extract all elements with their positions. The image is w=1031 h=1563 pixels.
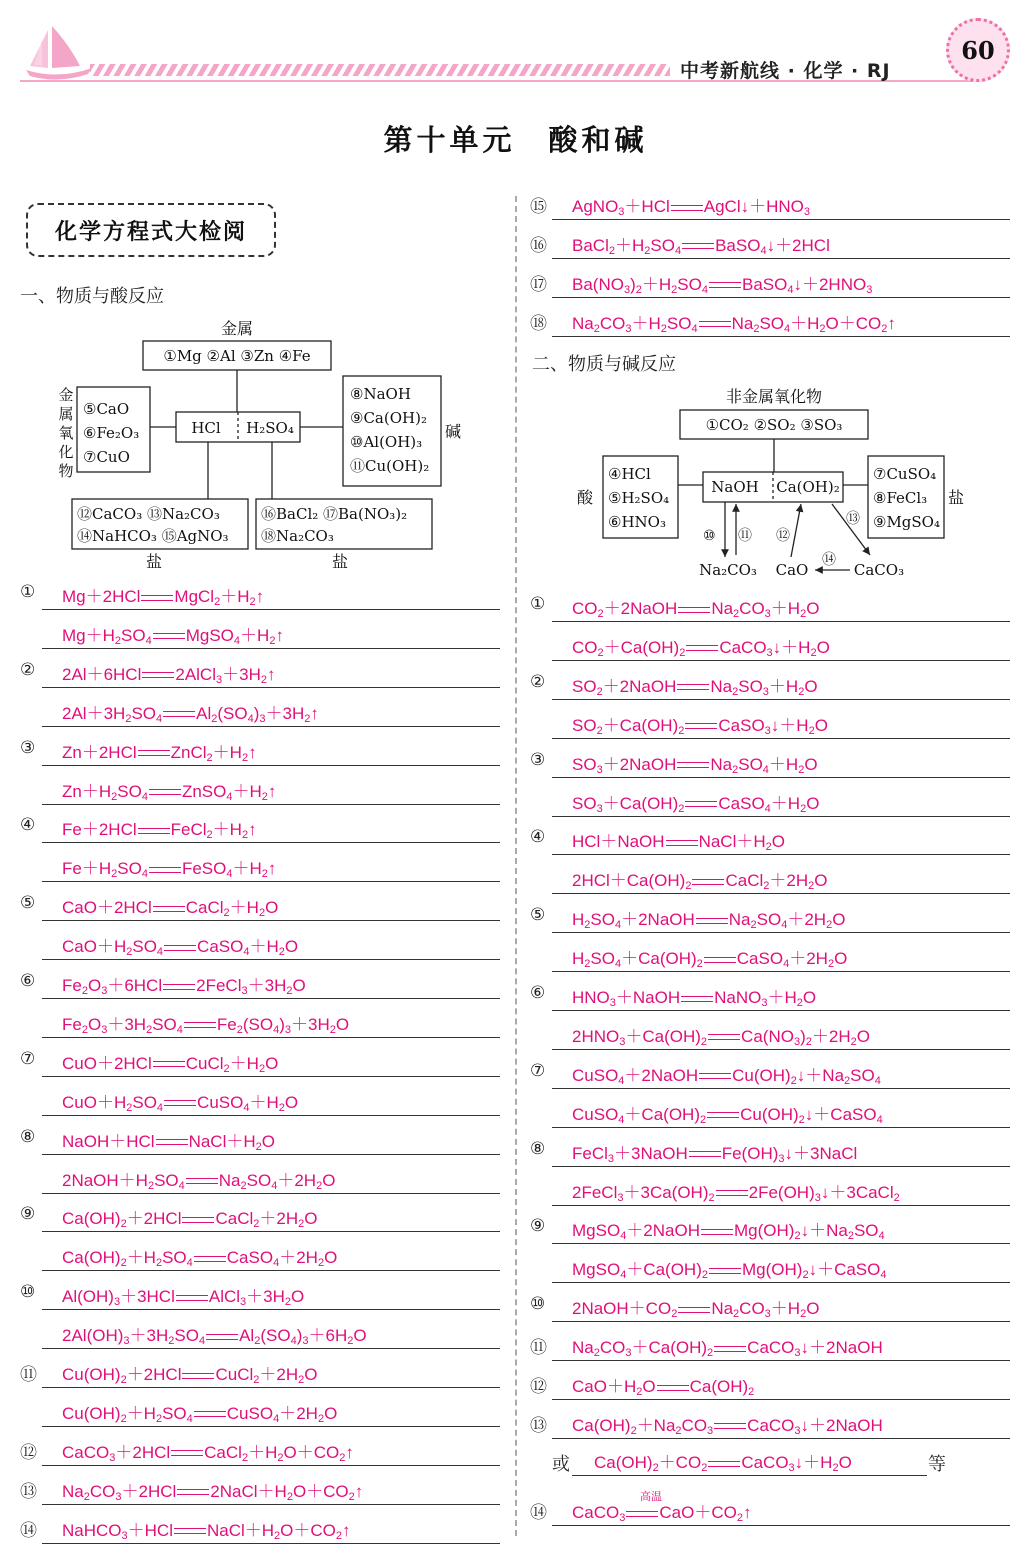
unit-title: 第十单元 酸和碱 <box>383 123 648 157</box>
equation-row <box>530 229 1010 259</box>
equation-row <box>530 1253 1010 1283</box>
equation-text: Mg＋2HCl $MgCl_2+H_2↑$ <box>62 587 265 608</box>
equation-text: $CuSO_4+Ca(OH)_2$ $Cu(OH)_2↓+CaSO_4$ <box>572 1104 883 1126</box>
equation-row <box>20 580 500 610</box>
p1-br-label: 盐 <box>331 552 349 571</box>
section-title-box: 化学方程式大检阅 <box>26 203 276 257</box>
page-number: 60 <box>961 35 995 65</box>
equation-text: $Mg+H_2SO_4$ $MgSO_4+H_2↑$ <box>62 625 284 647</box>
answer-line <box>42 1348 500 1349</box>
answer-line <box>42 804 500 805</box>
equation-row <box>530 981 1010 1011</box>
answer-line <box>42 1387 500 1388</box>
equation-row <box>20 697 500 727</box>
equation-text: $Ca(OH)_2+H_2SO_4$ $CaSO_4+2H_2O$ <box>62 1248 338 1270</box>
equation-row <box>530 903 1010 933</box>
answer-line <box>552 1282 1010 1283</box>
equation-number: ⑭ <box>20 1520 37 1541</box>
answer-line <box>552 1088 1010 1089</box>
series-title: 中考新航线 · 化学 · RJ <box>680 60 891 82</box>
equation-text: Fe＋2HCl $FeCl_2+H_2↑$ <box>62 820 257 842</box>
equation-number: ⑩ <box>20 1282 36 1303</box>
p1-left-label-3: 氧 <box>58 424 74 442</box>
p1-br-item: ⑱Na₂CO₃ <box>261 527 334 545</box>
alt-equation: $Ca(OH)_2+CO_2$ $CaCO_3↓+H_2O$ <box>594 1453 852 1474</box>
equation-text: $2HNO_3+Ca(OH)_2$ $Ca(NO_3)_2+2H_2O$ <box>572 1026 870 1048</box>
p2-left-item: ④HCl <box>608 465 651 483</box>
equation-row <box>530 748 1010 778</box>
p2-right-item: ⑧FeCl₃ <box>873 489 928 507</box>
p2-arrow-label: ⑪ <box>738 528 752 544</box>
equation-number: ④ <box>530 827 546 848</box>
equation-number: ⑯ <box>530 235 547 256</box>
equation-text: $SO_2+Ca(OH)_2$ $CaSO_3↓+H_2O$ <box>572 715 828 737</box>
answer-line <box>552 258 1010 259</box>
alt-equation-row <box>572 1446 927 1476</box>
equation-row <box>530 670 1010 700</box>
p2-top-box: ①CO₂ ②SO₂ ③SO₃ <box>705 416 843 434</box>
equation-row <box>20 1319 500 1349</box>
equation-row <box>20 1086 500 1116</box>
answer-line <box>552 738 1010 739</box>
p1-left-item: ⑤CaO <box>83 400 130 418</box>
p1-center-left: HCl <box>191 419 221 437</box>
equation-number: ⑨ <box>20 1204 36 1225</box>
equation-row <box>530 942 1010 972</box>
p1-left-label-5: 物 <box>58 462 74 480</box>
equation-text: $SO_3+Ca(OH)_2$ $CaSO_4+H_2O$ <box>572 793 820 815</box>
equation-text: $CO_2+Ca(OH)_2$ $CaCO_3↓+H_2O$ <box>572 637 830 659</box>
equation-text: $Cu(OH)_2+2HCl$ $CuCl_2+2H_2O$ <box>62 1365 318 1386</box>
equation-row <box>530 1496 1010 1526</box>
answer-line <box>552 777 1010 778</box>
p1-br-item: ⑯BaCl₂ ⑰Ba(NO₃)₂ <box>261 505 408 523</box>
equation-number: ⑤ <box>20 893 36 914</box>
equation-number: ⑧ <box>530 1138 546 1159</box>
p2-right-item: ⑦CuSO₄ <box>873 465 937 483</box>
p2-arrow-label: ⑫ <box>776 528 790 544</box>
equation-text: $CuO+H_2SO_4$ $CuSO_4+H_2O$ <box>62 1092 299 1114</box>
answer-line <box>552 816 1010 817</box>
p1-right-item: ⑩Al(OH)₃ <box>350 433 423 451</box>
p1-left-label-4: 化 <box>58 443 74 461</box>
equation-number: ⑦ <box>530 1060 546 1081</box>
alt-suffix: 等 <box>928 1454 946 1475</box>
alt-prefix: 或 <box>552 1454 570 1475</box>
reaction-condition: 高温 <box>640 1491 662 1503</box>
p2-center-left: NaOH <box>711 478 759 496</box>
equation-text: CaO＋2HCl $CaCl_2+H_2O$ <box>62 898 279 920</box>
p2-right-item: ⑨MgSO₄ <box>873 513 940 531</box>
equation-text: $Fe_2O_3+3H_2SO_4$ $Fe_2(SO_4)_3+3H_2O$ <box>62 1014 350 1036</box>
answer-line <box>42 1076 500 1077</box>
equation-row <box>20 1358 500 1388</box>
equation-text: $CaO+H_2SO_4$ $CaSO_4+H_2O$ <box>62 937 299 959</box>
equation-text: NaHCO$_3$＋HCl $NaCl+H_2O+CO_2↑$ <box>62 1520 351 1542</box>
equation-row <box>20 1241 500 1271</box>
answer-line <box>42 1309 500 1310</box>
answer-line <box>552 1166 1010 1167</box>
equation-text: $2FeCl_3+3Ca(OH)_2$ $2Fe(OH)_3↓+3CaCl_2$ <box>572 1182 900 1204</box>
equation-row <box>530 1137 1010 1167</box>
p1-bl-item: ⑭NaHCO₃ ⑮AgNO₃ <box>77 527 229 545</box>
part2-heading: 二、物质与碱反应 <box>532 354 676 375</box>
answer-line <box>552 336 1010 337</box>
equation-text: $BaCl_2+H_2SO_4$ BaSO$_4$↓＋2HCl <box>572 235 830 257</box>
equation-row <box>530 631 1010 661</box>
equation-text: $Ca(OH)_2+Na_2CO_3$ CaCO$_3$↓＋2NaOH <box>572 1415 883 1437</box>
equation-row <box>20 1202 500 1232</box>
equation-row <box>20 736 500 766</box>
equation-number: ⑰ <box>530 274 547 295</box>
answer-line <box>42 1231 500 1232</box>
equation-text: AgNO$_3$＋HCl $AgCl↓+HNO_3$ <box>572 197 811 218</box>
answer-line <box>42 1543 500 1544</box>
header-stripe <box>90 64 670 76</box>
sailboat-logo-icon <box>18 22 98 82</box>
equation-text: $2HCl+Ca(OH)_2$ $CaCl_2+2H_2O$ <box>572 871 828 893</box>
equation-row <box>20 1125 500 1155</box>
answer-line <box>572 1475 927 1476</box>
part1-heading: 一、物质与酸反应 <box>20 286 164 307</box>
p1-center-right: H₂SO₄ <box>246 419 294 437</box>
equation-row <box>20 775 500 805</box>
answer-line <box>42 1037 500 1038</box>
equation-number: ⑩ <box>530 1294 546 1315</box>
answer-line <box>552 893 1010 894</box>
equation-row <box>20 1164 500 1194</box>
answer-line <box>42 1154 500 1155</box>
p1-top-box: ①Mg ②Al ③Zn ④Fe <box>163 347 311 365</box>
equation-number: ⑥ <box>20 971 36 991</box>
equation-row <box>530 1059 1010 1089</box>
equation-text: $Fe_2O_3+6HCl$ $2FeCl_3+3H_2O$ <box>62 976 306 997</box>
answer-line <box>42 920 500 921</box>
equation-text: $H_2SO_4+2NaOH$ $Na_2SO_4+2H_2O$ <box>572 910 846 932</box>
p2-bottom-item: CaCO₃ <box>853 561 905 579</box>
answer-line <box>42 881 500 882</box>
equation-number: ⑦ <box>20 1048 36 1069</box>
answer-line <box>552 1049 1010 1050</box>
equation-row <box>20 813 500 843</box>
p2-top-label: 非金属氧化物 <box>725 387 823 406</box>
equation-text: MgSO$_4$＋2NaOH $Mg(OH)_2↓+Na_2SO_4$ <box>572 1221 885 1243</box>
equation-row <box>530 1020 1010 1050</box>
equation-row <box>20 1008 500 1038</box>
equation-row <box>20 891 500 921</box>
equation-text: $Ca(OH)_2+2HCl$ $CaCl_2+2H_2O$ <box>62 1209 318 1231</box>
p1-bl-label: 盐 <box>145 552 163 571</box>
equation-text: $2NaOH+H_2SO_4$ $Na_2SO_4+2H_2O$ <box>62 1170 336 1192</box>
answer-line <box>552 854 1010 855</box>
equation-number: ⑫ <box>530 1377 547 1397</box>
answer-line <box>42 1115 500 1116</box>
answer-line <box>42 1426 500 1427</box>
equation-number: ② <box>20 659 36 680</box>
equation-row <box>530 592 1010 622</box>
answer-line <box>552 1360 1010 1361</box>
equation-text: CuSO$_4$＋2NaOH $Cu(OH)_2↓+Na_2SO_4$ <box>572 1065 881 1087</box>
equation-text: $HNO_3+NaOH$ $NaNO_3+H_2O$ <box>572 988 817 1009</box>
answer-line <box>552 1010 1010 1011</box>
answer-line <box>42 687 500 688</box>
equation-text: 2Al＋6HCl $2AlCl_3+3H_2↑$ <box>62 664 276 686</box>
equation-text: $CO_2+2NaOH$ $Na_2CO_3+H_2O$ <box>572 599 820 620</box>
equation-text: Zn＋2HCl $ZnCl_2+H_2↑$ <box>62 742 257 764</box>
p1-right-label: 碱 <box>445 422 462 441</box>
answer-line <box>552 297 1010 298</box>
answer-line <box>42 648 500 649</box>
equation-number: ⑤ <box>530 905 546 926</box>
answer-line <box>552 932 1010 933</box>
p1-left-item: ⑦CuO <box>83 448 130 466</box>
p1-left-label-1: 金 <box>58 386 74 404</box>
equation-row <box>530 190 1010 220</box>
equation-row <box>20 1047 500 1077</box>
equation-row <box>530 864 1010 894</box>
p1-right-item: ⑨Ca(OH)₂ <box>350 409 427 427</box>
p2-bottom-item: Na₂CO₃ <box>699 561 757 579</box>
equation-text: $SO_3+2NaOH$ $Na_2SO_4+H_2O$ <box>572 754 818 776</box>
equation-number: ⑭ <box>530 1503 547 1523</box>
equation-row <box>20 658 500 688</box>
answer-line <box>552 1438 1010 1439</box>
equation-row <box>530 787 1010 817</box>
p2-left-item: ⑤H₂SO₄ <box>608 489 670 507</box>
column-divider <box>515 196 517 1536</box>
answer-line <box>42 1504 500 1505</box>
answer-line <box>552 621 1010 622</box>
equation-row <box>530 825 1010 855</box>
equation-row <box>530 1214 1010 1244</box>
equation-row <box>530 1409 1010 1439</box>
equation-number: ③ <box>20 737 36 758</box>
equation-number: ① <box>20 582 36 602</box>
answer-line <box>42 998 500 999</box>
answer-line <box>42 1270 500 1271</box>
p1-top-label: 金属 <box>220 319 254 338</box>
p2-arrow-label: ⑩ <box>703 528 716 544</box>
equation-text: $Na_2CO_3+Ca(OH)_2$ CaCO$_3$↓＋2NaOH <box>572 1338 883 1360</box>
equation-row <box>530 307 1010 337</box>
answer-line <box>552 660 1010 661</box>
equation-number: ⑥ <box>530 983 546 1003</box>
equation-row <box>530 1176 1010 1206</box>
equation-number: ⑧ <box>20 1126 36 1147</box>
answer-line <box>552 1525 1010 1526</box>
equation-text: $Cu(OH)_2+H_2SO_4$ $CuSO_4+2H_2O$ <box>62 1403 338 1425</box>
answer-line <box>42 609 500 610</box>
equation-text: $2Al+3H_2SO_4$ $Al_2(SO_4)_3+3H_2↑$ <box>62 703 319 725</box>
answer-line <box>42 726 500 727</box>
answer-line <box>552 219 1010 220</box>
equation-row <box>20 930 500 960</box>
answer-line <box>552 1243 1010 1244</box>
equation-row <box>530 1370 1010 1400</box>
equation-text: $H_2SO_4+Ca(OH)_2$ $CaSO_4+2H_2O$ <box>572 949 848 971</box>
equation-number: ⑨ <box>530 1216 546 1237</box>
equation-text: HCl＋NaOH $NaCl+H_2O$ <box>572 832 785 854</box>
equation-row <box>20 1514 500 1544</box>
equation-text: $Ba(NO_3)_2+H_2SO_4$ $BaSO_4↓+2HNO_3$ <box>572 274 873 296</box>
acid-reaction-diagram <box>50 314 470 574</box>
equation-text: $Na_2CO_3+2HCl$ $2NaCl+H_2O+CO_2↑$ <box>62 1481 364 1503</box>
equation-number: ⑮ <box>530 197 547 217</box>
p1-right-item: ⑧NaOH <box>350 385 411 403</box>
equation-number: ④ <box>20 815 36 836</box>
equation-row <box>530 1331 1010 1361</box>
equation-row <box>20 619 500 649</box>
p2-center-right: Ca(OH)₂ <box>776 478 840 496</box>
equation-number: ③ <box>530 749 546 770</box>
p2-left-label: 酸 <box>577 488 594 507</box>
p1-bl-item: ⑫CaCO₃ ⑬Na₂CO₃ <box>77 505 220 523</box>
equation-text: CaCO$_3$＋2HCl $CaCl_2+H_2O+CO_2↑$ <box>62 1442 354 1464</box>
p1-right-item: ⑪Cu(OH)₂ <box>350 457 430 475</box>
equation-text: NaOH＋HCl $NaCl+H_2O$ <box>62 1131 275 1153</box>
p2-right-label: 盐 <box>948 488 965 507</box>
equation-number: ⑪ <box>530 1338 547 1359</box>
equation-number: ② <box>530 671 546 692</box>
equation-number: ⑫ <box>20 1442 37 1463</box>
equation-row <box>530 1098 1010 1128</box>
page-number-badge <box>946 18 1010 82</box>
equation-row <box>20 969 500 999</box>
p2-arrow-label: ⑭ <box>822 552 836 568</box>
equation-number: ⑱ <box>530 313 547 334</box>
p1-left-label-2: 属 <box>58 405 74 423</box>
answer-line <box>42 842 500 843</box>
equation-number: ① <box>530 594 546 614</box>
equation-text: $2NaOH+CO_2$ $Na_2CO_3+H_2O$ <box>572 1299 820 1321</box>
answer-line <box>552 971 1010 972</box>
equation-text: FeCl$_3$＋3NaOH $Fe(OH)_3↓+3NaCl$ <box>572 1143 858 1165</box>
equation-number: ⑪ <box>20 1365 37 1385</box>
equation-text: $SO_2+2NaOH$ $Na_2SO_3+H_2O$ <box>572 676 818 698</box>
equation-row <box>530 268 1010 298</box>
equation-row <box>20 1436 500 1466</box>
equation-text: $CaO+H_2O$ $Ca(OH)_2$ <box>572 1377 755 1398</box>
answer-line <box>552 1205 1010 1206</box>
equation-text: $Al(OH)_3+3HCl$ $AlCl_3+3H_2O$ <box>62 1287 305 1309</box>
base-reaction-diagram <box>570 382 980 582</box>
p2-bottom-item: CaO <box>775 561 809 579</box>
equation-text: $Na_2CO_3+H_2SO_4$ $Na_2SO_4+H_2O+CO_2↑$ <box>572 313 896 335</box>
equation-text: $MgSO_4+Ca(OH)_2$ $Mg(OH)_2↓+CaSO_4$ <box>572 1260 887 1282</box>
answer-line <box>552 1321 1010 1322</box>
equation-row <box>20 852 500 882</box>
equation-number: ⑬ <box>20 1481 37 1502</box>
p2-left-item: ⑥HNO₃ <box>608 513 666 531</box>
equation-text: $Fe+H_2SO_4$ $FeSO_4+H_2↑$ <box>62 859 277 881</box>
answer-line <box>552 699 1010 700</box>
p2-arrow-label: ⑬ <box>846 511 860 527</box>
equation-number: ⑬ <box>530 1415 547 1436</box>
answer-line <box>42 1465 500 1466</box>
answer-line <box>552 1399 1010 1400</box>
equation-row <box>20 1397 500 1427</box>
p1-left-item: ⑥Fe₂O₃ <box>83 424 140 442</box>
answer-line <box>42 1193 500 1194</box>
equation-row <box>20 1280 500 1310</box>
equation-row <box>20 1475 500 1505</box>
equation-text: $Zn+H_2SO_4$ $ZnSO_4+H_2↑$ <box>62 781 277 803</box>
answer-line <box>42 959 500 960</box>
equation-text: $2Al(OH)_3+3H_2SO_4$ $Al_2(SO_4)_3+6H_2O$ <box>62 1326 367 1348</box>
equation-text: CaCO$_3$ $CaO+CO_2↑$ <box>572 1503 752 1524</box>
answer-line <box>42 765 500 766</box>
equation-text: CuO＋2HCl $CuCl_2+H_2O$ <box>62 1053 279 1075</box>
equation-row <box>530 1292 1010 1322</box>
equation-row <box>530 709 1010 739</box>
answer-line <box>552 1127 1010 1128</box>
